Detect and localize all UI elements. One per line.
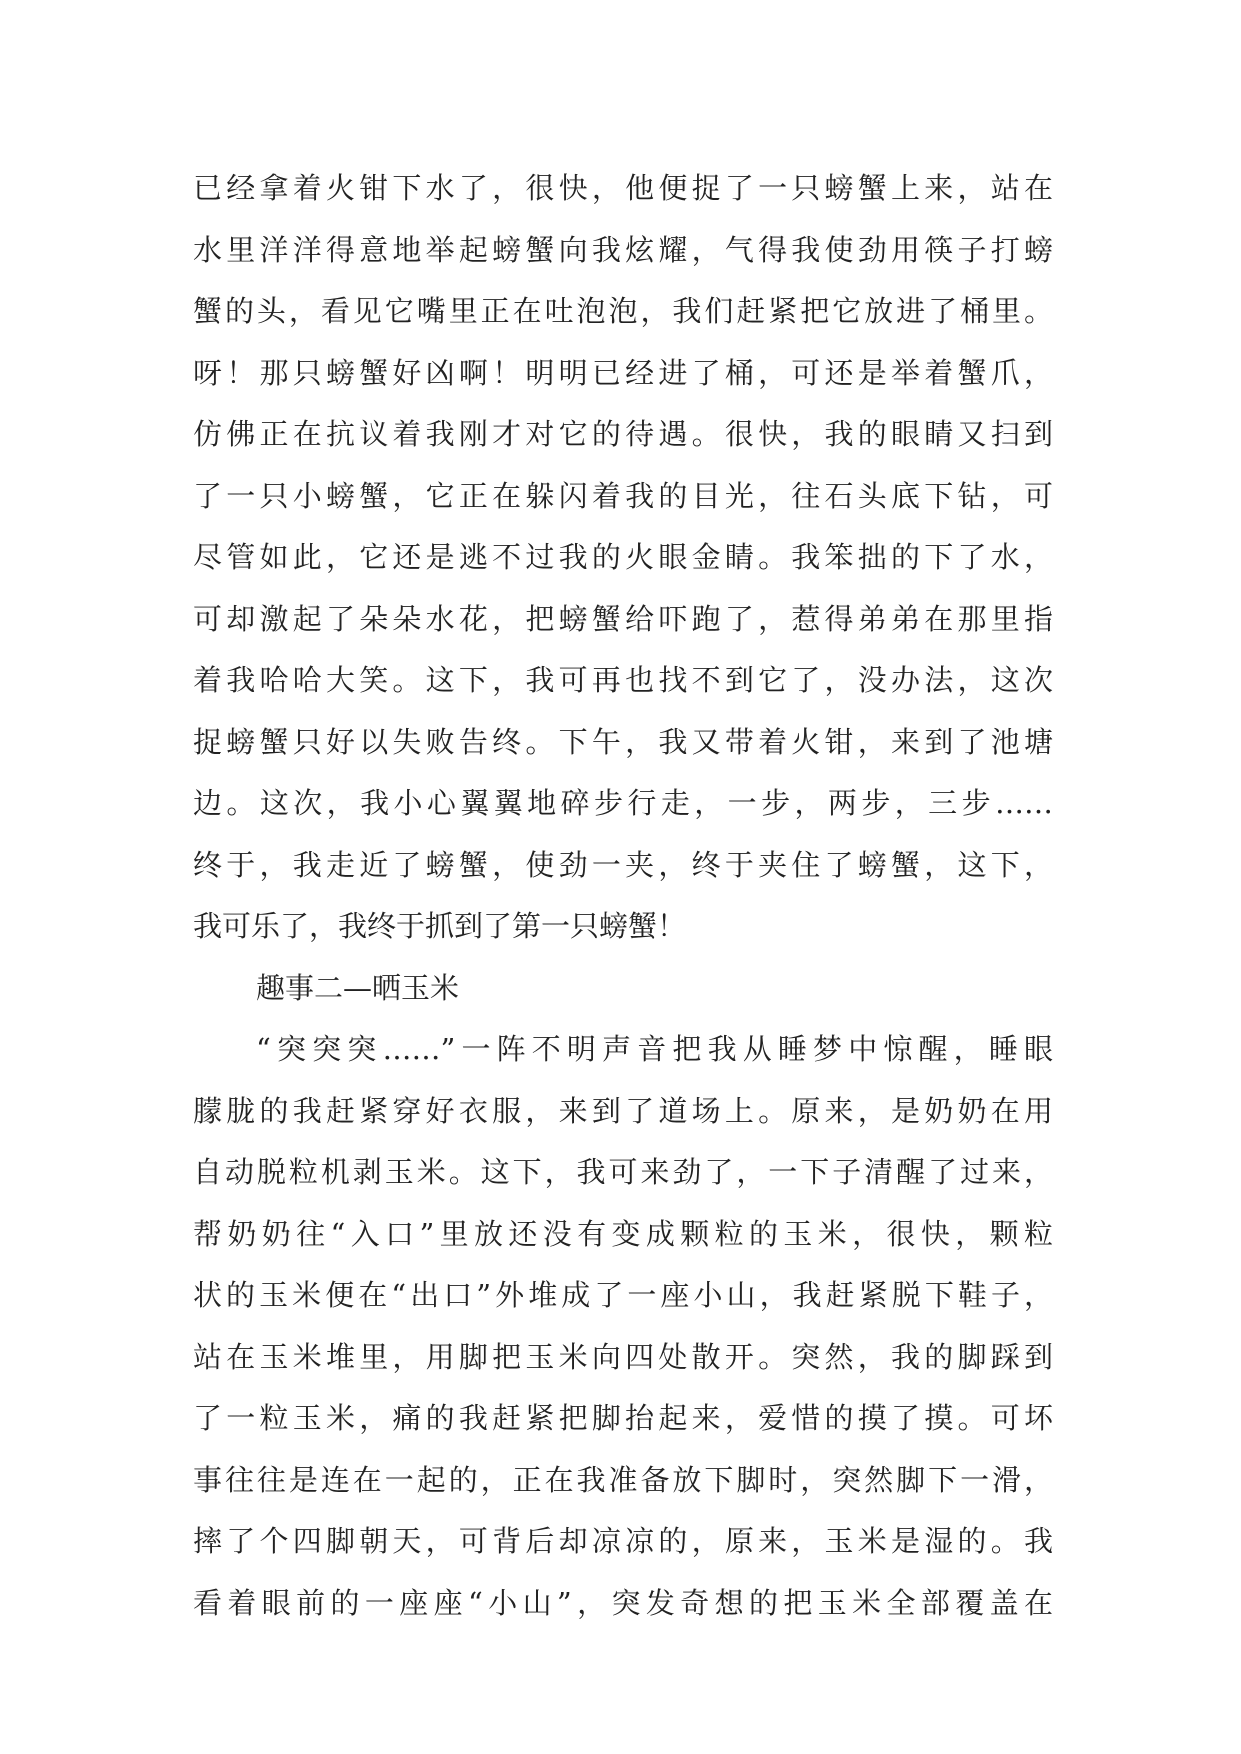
text-line: 站在玉米堆里，用脚把玉米向四处散开。突然，我的脚踩到 — [193, 1339, 1053, 1374]
text-line: 朦胧的我赶紧穿好衣服，来到了道场上。原来，是奶奶在用 — [193, 1093, 1053, 1128]
text-line: 自动脱粒机剥玉米。这下，我可来劲了，一下子清醒了过来， — [193, 1155, 1053, 1189]
text-line: 事往往是连在一起的，正在我准备放下脚时，突然脚下一滑， — [193, 1462, 1053, 1497]
section-heading: 趣事二—晒玉米 — [256, 970, 460, 1005]
text-line: 着我哈哈大笑。这下，我可再也找不到它了，没办法，这次 — [193, 663, 1053, 697]
text-line: 我可乐了，我终于抓到了第一只螃蟹！ — [193, 909, 687, 943]
text-line: 仿佛正在抗议着我刚才对它的待遇。很快，我的眼睛又扫到 — [193, 417, 1053, 451]
text-line: 呀！那只螃蟹好凶啊！明明已经进了桶，可还是举着蟹爪， — [193, 355, 1053, 390]
text-line: 帮奶奶往“入口”里放还没有变成颗粒的玉米，很快，颗粒 — [193, 1216, 1053, 1251]
text-line: 看着眼前的一座座“小山”，突发奇想的把玉米全部覆盖在 — [193, 1585, 1053, 1620]
text-line: “突突突……”一阵不明声音把我从睡梦中惊醒，睡眼 — [256, 1032, 1053, 1066]
text-line: 水里洋洋得意地举起螃蟹向我炫耀，气得我使劲用筷子打螃 — [193, 232, 1053, 267]
text-line: 尽管如此，它还是逃不过我的火眼金睛。我笨拙的下了水， — [193, 540, 1053, 574]
text-line: 状的玉米便在“出口”外堆成了一座小山，我赶紧脱下鞋子， — [193, 1278, 1053, 1312]
text-line: 捉螃蟹只好以失败告终。下午，我又带着火钳，来到了池塘 — [193, 724, 1053, 759]
text-line: 已经拿着火钳下水了，很快，他便捉了一只螃蟹上来，站在 — [193, 171, 1053, 205]
text-line: 边。这次，我小心翼翼地碎步行走，一步，两步，三步…… — [193, 786, 1053, 820]
text-line: 了一只小螃蟹，它正在躲闪着我的目光，往石头底下钻，可 — [193, 478, 1053, 513]
body-text — [193, 158, 1053, 1634]
text-line: 摔了个四脚朝天，可背后却凉凉的，原来，玉米是湿的。我 — [193, 1524, 1053, 1558]
text-line: 可却激起了朵朵水花，把螃蟹给吓跑了，惹得弟弟在那里指 — [193, 601, 1053, 636]
text-line: 了一粒玉米，痛的我赶紧把脚抬起来，爱惜的摸了摸。可坏 — [193, 1401, 1053, 1435]
text-line: 终于，我走近了螃蟹，使劲一夹，终于夹住了螃蟹，这下， — [193, 847, 1053, 882]
text-line: 蟹的头，看见它嘴里正在吐泡泡，我们赶紧把它放进了桶里。 — [193, 294, 1053, 328]
